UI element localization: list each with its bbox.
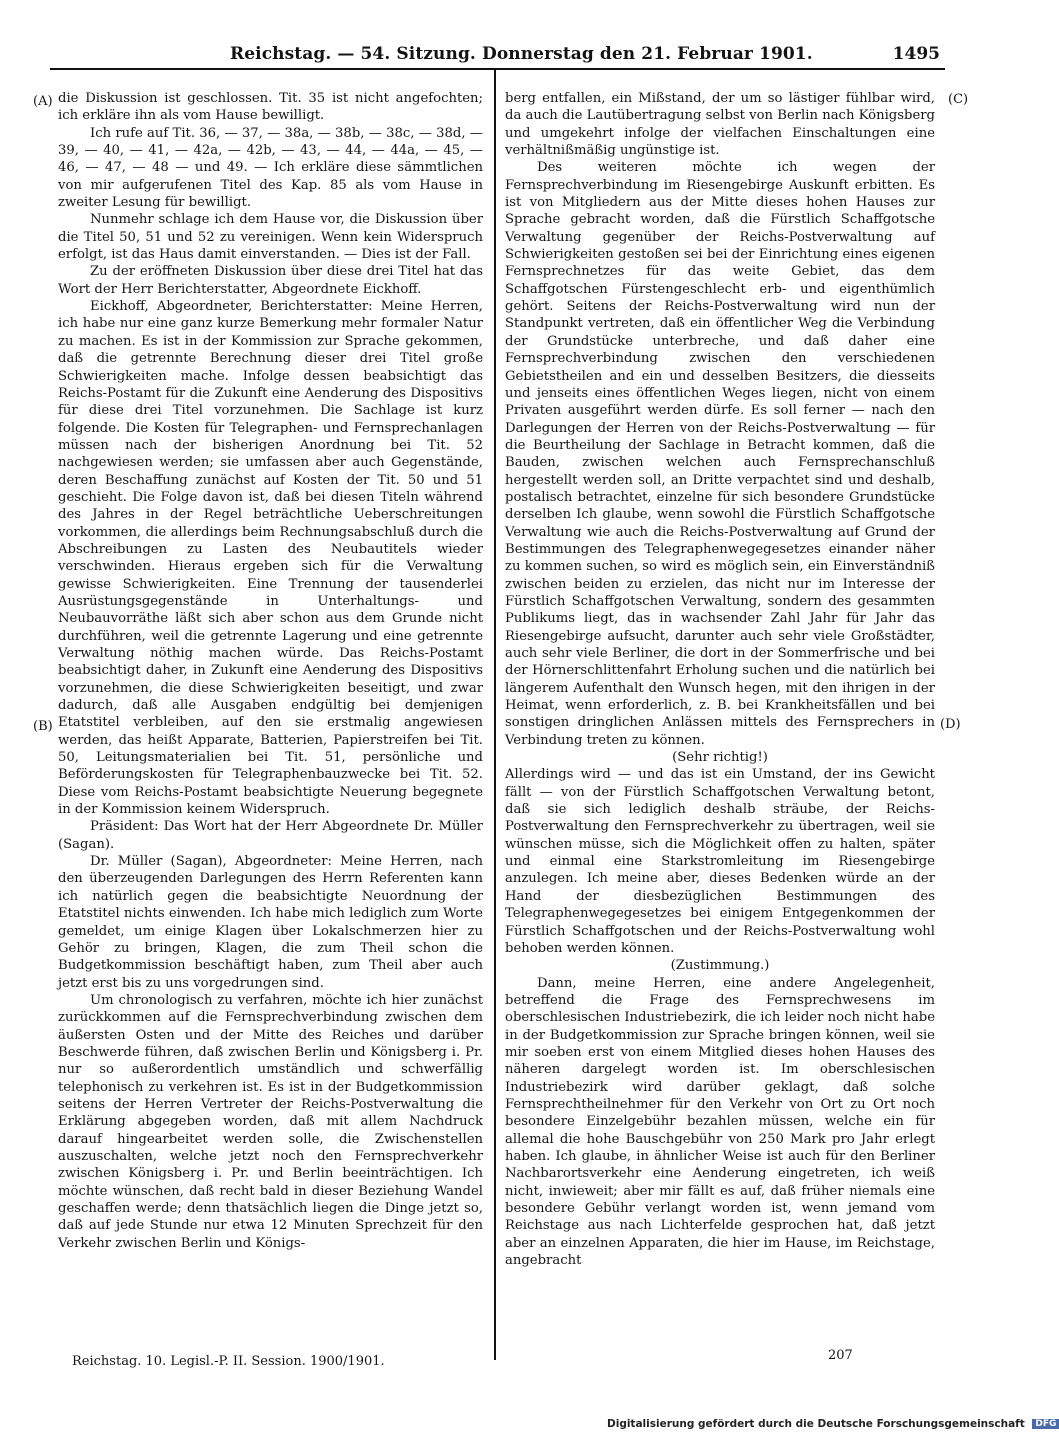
paragraph: Des weiteren möchte ich wegen der Fernsprechverbindung im Riesengebirge Auskunft erbitten. Es ist von Mitgliedern aus der Mitte dieses hohen Hauses zur Sprache gebracht worden, daß die Fürstlich Schaffgotsche Verwaltung gegenüber der Reichs-Postverwaltung auf Schwierigkeiten gestoßen sei bei der Einrichtung eines eigenen Fernsprechnetzes für das weite Gebiet, das dem Schaffgotschen Fürstengeschlecht erb- und eigenthümlich gehört. Seitens der Reichs-Postverwaltung wird nun der Standpunkt vertreten, daß ein öffentlicher Weg die Verbindung der Grundstücke unterbreche, und daß daher eine Fernsprechverbindung zwischen den verschiedenen Gebietstheilen and ein und desselben Besitzers, die diesseits und jenseits eines öffentlichen Weges liegen, nicht von einem Privaten ausgeführt werden dürfe. Es soll ferner — nach den Darlegungen der Herren von der Reichs-Postverwaltung — für die Beurtheilung der Sachlage in Betracht kommen, daß die Bauden, zwischen welchen auch Fernsprechanschluß hergestellt werden soll, an Dritte verpachtet sind und deshalb, postalisch betrachtet, einzelne für sich besondere Grundstücke derselben Ich glaube, wenn sowohl die Fürstlich Schaffgotsche Verwaltung wie auch die Reichs-Postverwaltung auf Grund der Bestimmungen des Telegraphenwegegesetzes einander näher zu kommen suchen, so wird es möglich sein, ein Einverständniß zwischen beiden zu erzielen, das nicht nur im Interesse der Fürstlich Schaffgotschen Verwaltung, sondern des gesammten Publikums liegt, das in wachsender Zahl Jahr für Jahr das Riesengebirge aufsucht, darunter auch sehr viele Großstädter, auch sehr viele Berliner, die dort in der Sommerfrische und bei der Hörnerschlittenfahrt Erholung suchen und die natürlich bei längerem Aufenthalt den Wunsch hegen, mit den ihrigen in der Heimat, wenn erforderlich, z. B. bei Krankheitsfällen und bei sonstigen dringlichen Anlässen mittels des Fernsprechers in Verbindung treten zu können. [505, 160, 935, 748]
speech-eickhoff: Eickhoff, Abgeordneter, Berichterstatter: Meine Herren, ich habe nur eine ganz kurze Bemerkung mehr formaler Natur zu machen. Es ist in der Kommission zur Sprache gekommen, daß die getrennte Berechnung dieser drei Titel große Schwierigkeiten mache. Infolge dessen beabsichtigt das Reichs-Postamt für die Zukunft eine Aenderung des Dispositivs für diese drei Titel vorzunehmen. Die Sachlage ist kurz folgende. Die Kosten für Telegraphen- und Fernsprechanlagen müssen nach der bisherigen Anordnung bei Tit. 52 nachgewiesen werden; sie umfassen aber auch Gegenstände, deren Beschaffung zunächst auf Kosten der Tit. 50 und 51 geschieht. Die Folge davon ist, daß bei diesen Titeln während des Jahres in der Regel beträchtliche Ueberschreitungen vorkommen, die allerdings beim Rechnungsabschluß durch die Abschreibungen zu Lasten des Neubautitels wieder verschwinden. Hieraus ergeben sich für die Verwaltung gewisse Schwierigkeiten. Eine Trennung der tausenderlei Ausrüstungsgegenstände in Unterhaltungs- und Neubauvorräthe läßt sich aber schon aus dem Grunde nicht durchführen, weil die getrennte Lagerung und eine getrennte Verwaltung nöthig machen würde. Das Reichs-Postamt beabsichtigt daher, in Zukunft eine Aenderung des Dispositivs vorzunehmen, die diese Schwierigkeiten beseitigt, und zwar dadurch, daß alle Ausgaben endgültig bei demjenigen Etatstitel verbleiben, auf den sie erstmalig angewiesen werden, das heißt Apparate, Batterien, Papierstreifen bei Tit. 50, Leitungsmaterialien bei Tit. 51, persönliche und Beförderungskosten für Telegraphenbauzwecke bei Tit. 52. Diese vom Reichs-Postamt beabsichtigte Neuerung begegnete in der Kommission keinem Widerspruch. [58, 299, 483, 818]
header-title: Reichstag. — 54. Sitzung. Donnerstag den 21. Februar 1901. [230, 44, 813, 64]
margin-label-d: (D) [940, 717, 961, 732]
speech-mueller: Dr. Müller (Sagan), Abgeordneter: Meine Herren, nach den überzeugenden Darlegungen des Herrn Referenten kann ich natürlich gegen die beabsichtigte Neuordnung der Etatstitel nichts einwenden. Ich habe mich lediglich zum Worte gemeldet, um einige Klagen über Lokalschmerzen hier zu Gehör zu bringen, Klagen, die zum Theil schon die Budgetkommission beschäftigt haben, zum Theil aber auch jetzt erst bis zu uns vorgedrungen sind. [58, 854, 483, 991]
funding-credit-text: Digitalisierung gefördert durch die Deutsche Forschungsgemeinschaft [607, 1418, 1025, 1430]
paragraph: Allerdings wird — und das ist ein Umstand, der ins Gewicht fällt — von der Fürstlich Schaffgotschen Verwaltung betont, daß sie sich lediglich deshalb sträube, der Reichs-Postverwaltung den Fernsprechverkehr zu übertragen, weil sie wünschen müsse, sich die Möglichkeit offen zu halten, später und einmal eine Starkstromleitung im Riesengebirge anzulegen. Ich meine aber, dieses Bedenken würde an der Hand der diesbezüglichen Bestimmungen des Telegraphenwegegesetzes bei einigem Entgegenkommen der Fürstlich Schaffgotschen und der Reichs-Postverwaltung wohl behoben werden können. [505, 767, 935, 956]
speech-president: Präsident: Das Wort hat der Herr Abgeordnete Dr. Müller (Sagan). [58, 819, 483, 852]
interjection: (Zustimmung.) [670, 958, 770, 974]
column-divider [494, 70, 496, 1360]
margin-label-a: (A) [33, 94, 53, 109]
left-column [58, 90, 483, 1252]
paragraph: Zu der eröffneten Diskussion über diese drei Titel hat das Wort der Herr Berichterstatter, Abgeordnete Eickhoff. [58, 264, 483, 297]
dfg-logo: DFG [1032, 1419, 1059, 1429]
header-rule [50, 68, 945, 70]
paragraph: Dann, meine Herren, eine andere Angelegenheit, betreffend die Frage des Fernsprechwesens im oberschlesischen Industriebezirk, die ich leider noch nicht habe in der Budgetkommission zur Sprache bringen können, weil sie mir soeben erst von einem Mitglied dieses hohen Hauses des näheren dargelegt worden ist. Im oberschlesischen Industriebezirk wird darüber geklagt, daß solche Fernsprechtheilnehmer für den Verkehr von Ort zu Ort noch besondere Einzelgebühr bezahlen müssen, welche ein für allemal die hohe Bauschgebühr von 250 Mark pro Jahr erlegt haben. Ich glaube, in ähnlicher Weise ist auch für den Berliner Nachbarortsverkehr eine Aenderung eingetreten, ich weiß nicht, inwieweit; aber mir fällt es auf, daß früher niemals eine besondere Gebühr verlangt worden ist, wenn jemand vom Reichstage aus nach Lichterfelde gesprochen hat, daß jetzt aber an einzelnen Apparaten, die hier im Hause, im Reichstage, angebracht [505, 975, 935, 1269]
margin-label-c: (C) [948, 92, 969, 107]
footer-sheet-number: 207 [828, 1348, 853, 1363]
running-header [230, 44, 940, 70]
margin-label-b: (B) [33, 719, 53, 734]
paragraph: berg entfallen, ein Mißstand, der um so lästiger fühlbar wird, da auch die Lautübertragung selbst von Berlin nach Königsberg und umgekehrt infolge der vielfachen Einschaltungen eine verhältnißmäßig ungünstige ist. [505, 91, 935, 159]
paragraph: Um chronologisch zu verfahren, möchte ich hier zunächst zurückkommen auf die Fernsprechverbindung zwischen dem äußersten Osten und der Mitte des Reiches und darüber Beschwerde führen, daß zwischen Berlin und Königsberg i. Pr. nur so außerordentlich umständlich und schwerfällig telephonisch zu verkehren ist. Es ist in der Budgetkommission seitens der Herren Vertreter der Reichs-Postverwaltung die Erklärung abgegeben worden, daß mit allem Nachdruck darauf hingearbeitet werden solle, die Zwischenstellen auszuschalten, welche jetzt noch den Fernsprechverkehr zwischen Königsberg i. Pr. und Berlin beeinträchtigen. Ich möchte wünschen, daß recht bald in dieser Beziehung Wandel geschaffen werde; denn thatsächlich liegen die Dinge jetzt so, daß auf jede Stunde nur etwa 12 Minuten Sprechzeit für den Verkehr zwischen Berlin und Königs- [58, 992, 483, 1251]
paragraph: die Diskussion ist geschlossen. Tit. 35 ist nicht angefochten; ich erkläre ihn als vom Hause bewilligt. [58, 91, 483, 124]
page-number: 1495 [892, 44, 940, 64]
footer-session-info: Reichstag. 10. Legisl.-P. II. Session. 1900/1901. [72, 1354, 385, 1369]
funding-credit [607, 1418, 1059, 1430]
paragraph: Nunmehr schlage ich dem Hause vor, die Diskussion über die Titel 50, 51 und 52 zu vereinigen. Wenn kein Widerspruch erfolgt, ist das Haus damit einverstanden. — Dies ist der Fall. [58, 212, 483, 263]
paragraph: Ich rufe auf Tit. 36, — 37, — 38a, — 38b, — 38c, — 38d, — 39, — 40, — 41, — 42a, — 42b, — 43, — 44, — 44a, — 45, — 46, — 47, — 48 — und 49. — Ich erkläre diese sämmtlichen von mir aufgerufenen Titel des Kap. 85 als vom Hause in zweiter Lesung für bewilligt. [58, 125, 483, 211]
right-column [505, 90, 935, 1269]
interjection: (Sehr richtig!) [672, 750, 768, 766]
